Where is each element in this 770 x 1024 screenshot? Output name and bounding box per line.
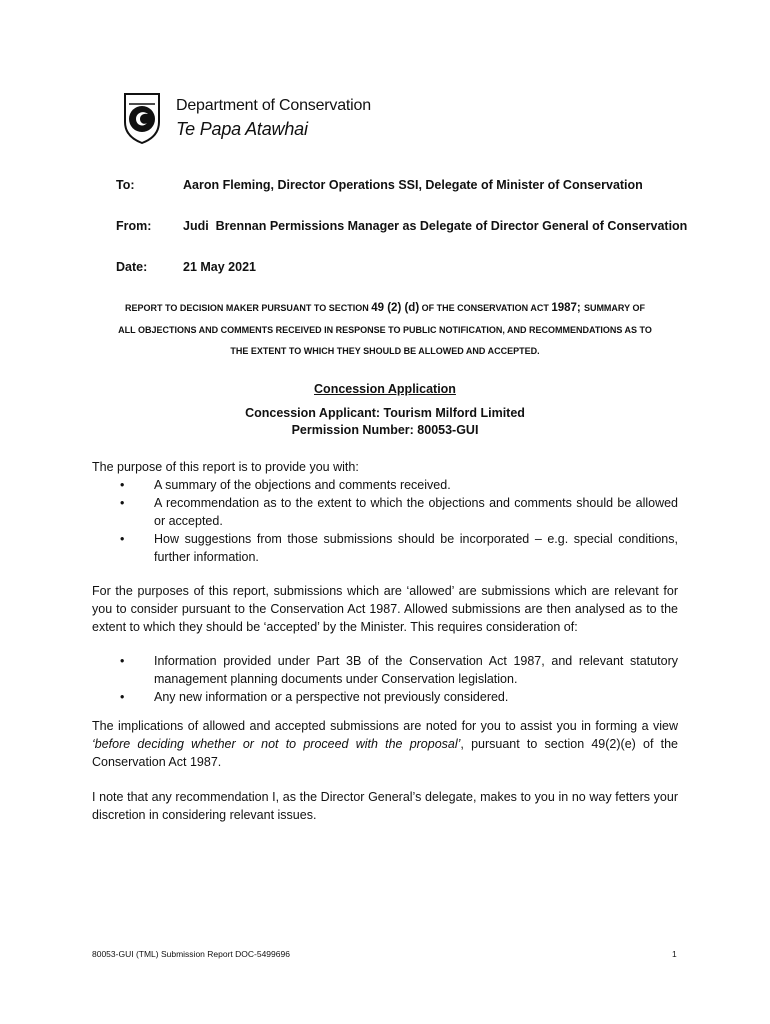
implications-paragraph: The implications of allowed and accepted submissions are noted for you to assist you in forming a view ‘before deciding whether or not to proceed with the proposal’, pursuant to section 49(2)(e) of the Conservation Act 1987. (92, 719, 678, 769)
application-heading: Concession Application (314, 382, 456, 396)
note-paragraph: I note that any recommendation I, as the Director General’s delegate, makes to you in no way fetters your discretion in considering relevant issues. (92, 790, 678, 822)
from-label: From: (116, 219, 152, 233)
allowed-list-wrapper (92, 652, 678, 706)
list-item: • How suggestions from those submissions should be incorporated – e.g. special conditions, further information. (120, 532, 678, 564)
org-name-maori: Te Papa Atawhai (176, 119, 308, 139)
doc-logo-icon (123, 92, 161, 144)
from-value: Judi Brennan Permissions Manager as Delegate of Director General of Conservation (183, 219, 688, 233)
page-number: 1 (672, 949, 677, 959)
purpose-intro: The purpose of this report is to provide you with: (92, 460, 359, 474)
purpose-list (92, 476, 678, 566)
purpose-section (92, 458, 678, 566)
to-label: To: (116, 178, 135, 192)
list-item: • A recommendation as to the extent to which the objections and comments should be allowed or accepted. (120, 496, 678, 528)
applicant-line: Concession Applicant: Tourism Milford Limited (245, 406, 525, 420)
list-item: • Any new information or a perspective not previously considered. (120, 690, 509, 704)
allowed-paragraph: For the purposes of this report, submissions which are ‘allowed’ are submissions which are relevant for you to consider pursuant to the Conservation Act 1987. Allowed submissions are then analysed as to the extent to which they should be ‘accepted’ by the Minister. This requires consideration of: (92, 584, 678, 634)
allowed-list (92, 652, 678, 706)
report-title-line-2: ALL OBJECTIONS AND COMMENTS RECEIVED IN RESPONSE TO PUBLIC NOTIFICATION, AND RECOMMENDATIONS AS TO (118, 324, 652, 335)
org-name: Department of Conservation (176, 97, 371, 114)
report-title (92, 298, 678, 363)
date-value: 21 May 2021 (183, 260, 256, 274)
report-title-line-3: THE EXTENT TO WHICH THEY SHOULD BE ALLOWED AND ACCEPTED. (230, 346, 540, 356)
list-item: • Information provided under Part 3B of the Conservation Act 1987, and relevant statutory management planning documents under Conservation legislation. (120, 654, 678, 686)
footer-doc-ref: 80053-GUI (TML) Submission Report DOC-5499696 (92, 949, 290, 959)
date-label: Date: (116, 260, 148, 274)
list-item: • A summary of the objections and comments received. (120, 478, 451, 492)
permission-number: Permission Number: 80053-GUI (291, 423, 479, 437)
to-value: Aaron Fleming, Director Operations SSI, Delegate of Minister of Conservation (183, 178, 643, 192)
report-title-line-1: REPORT TO DECISION MAKER PURSUANT TO SECTION 49 (2) (d) OF THE CONSERVATION ACT 1987; SUMMARY OF (125, 302, 645, 314)
